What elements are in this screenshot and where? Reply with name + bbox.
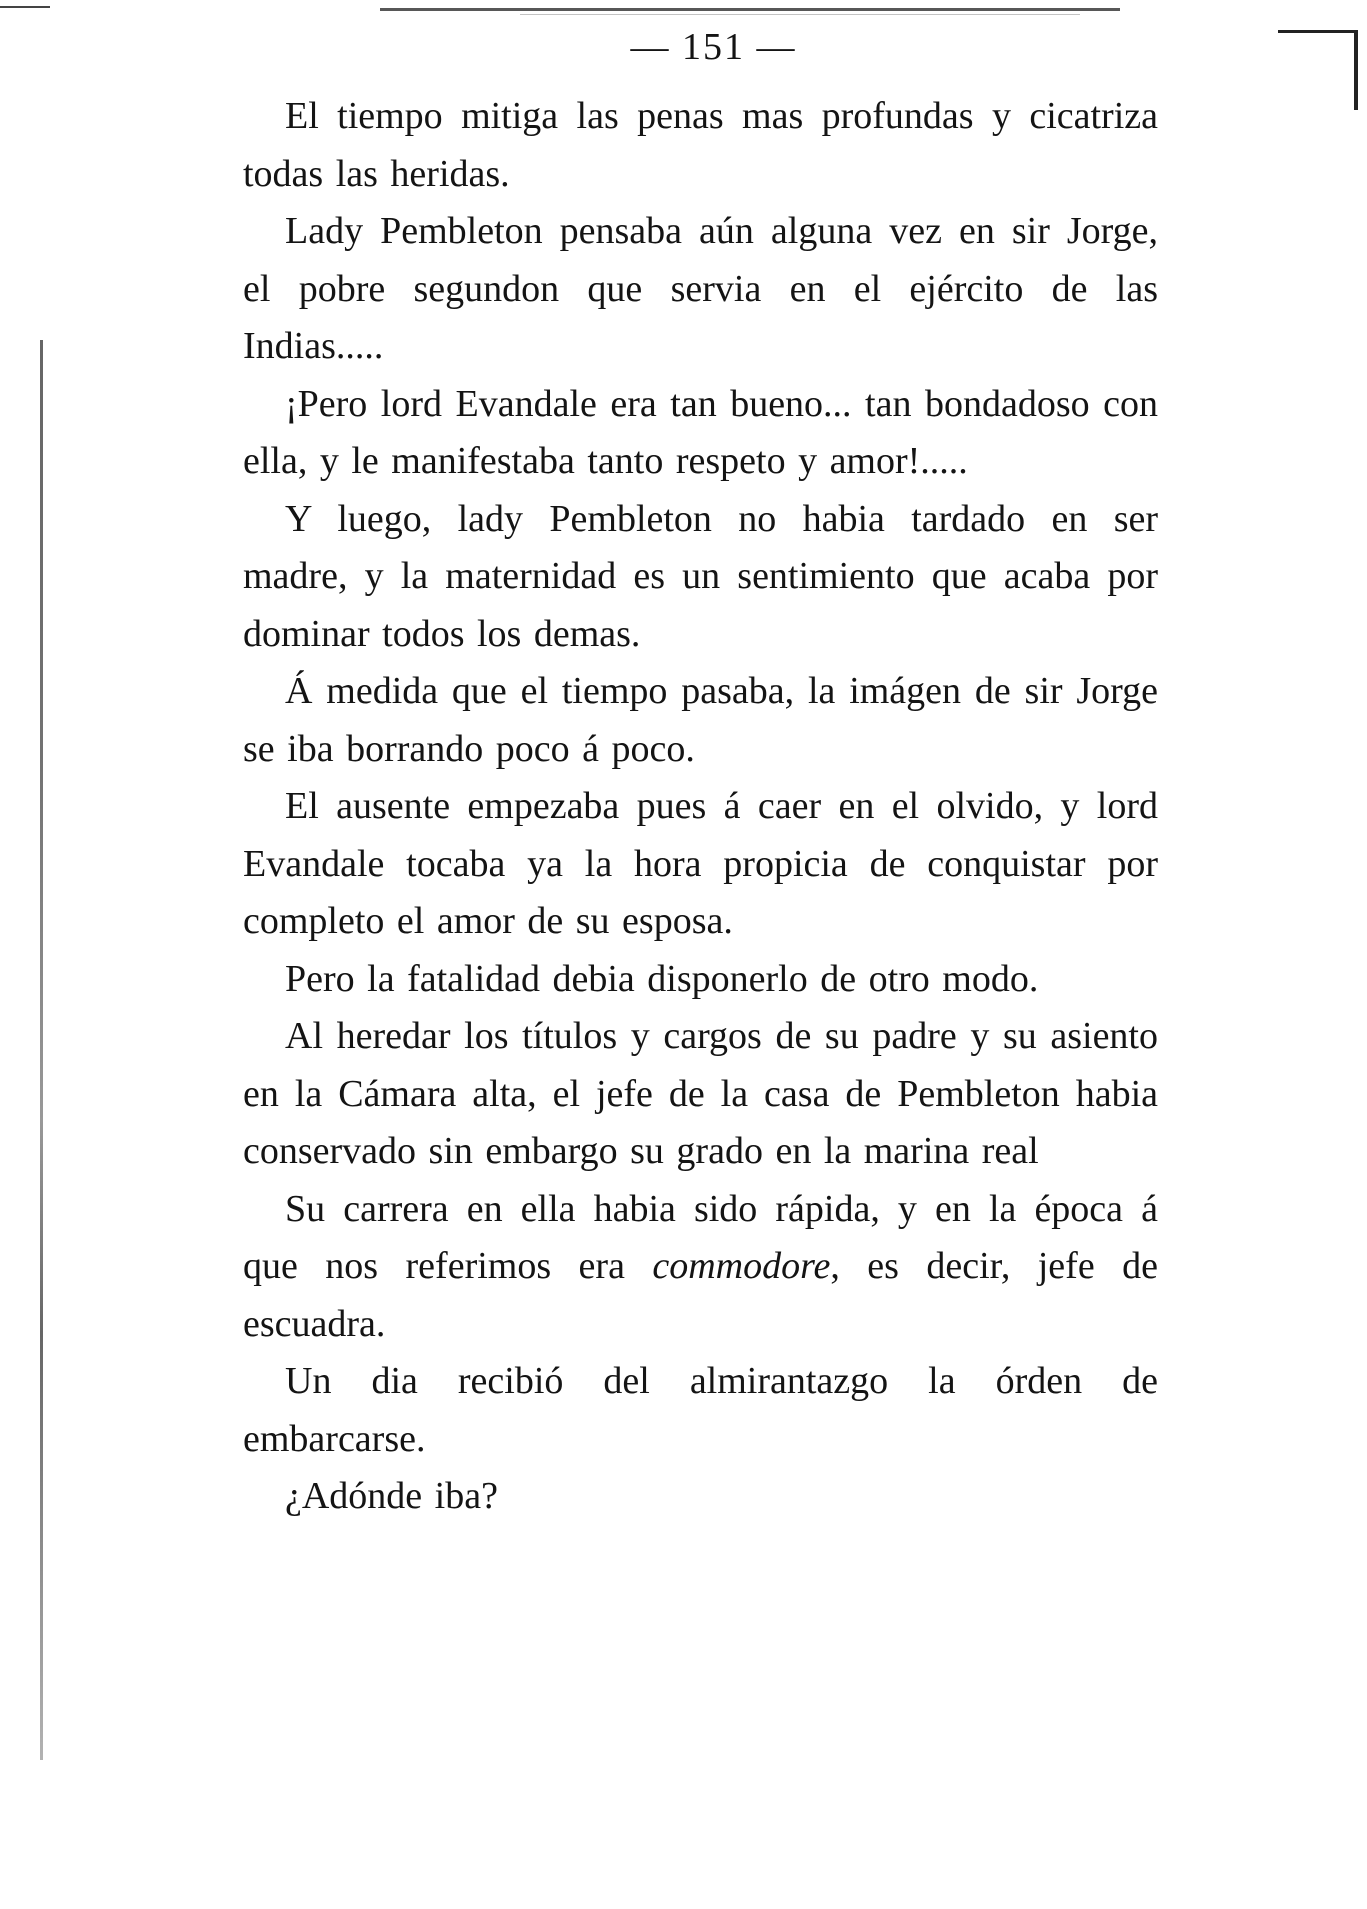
paragraph-9-text-a: Su carrera en ella habia sido rápida, y en la época á que nos referimos era [243, 1187, 1158, 1287]
paragraph-10: Un dia recibió del almirantazgo la órden de embarcarse. [243, 1360, 1158, 1460]
paragraph-1: El tiempo mitiga las penas mas profundas y cicatriza todas las heridas. [243, 95, 1158, 195]
scan-left-edge [40, 340, 43, 1760]
paragraph-9-text-b: , es decir, jefe de escuadra. [243, 1245, 1158, 1345]
paragraph-8: Al heredar los títulos y cargos de su padre y su asiento en la Cámara alta, el jefe de la casa de Pembleton habia conservado sin embargo su grado en la marina real [243, 1015, 1158, 1172]
paragraph-3: ¡Pero lord Evandale era tan bueno... tan bondadoso con ella, y le manifestaba tanto respeto y amor!..... [243, 382, 1158, 482]
paragraph-6: El ausente empezaba pues á caer en el olvido, y lord Evandale tocaba ya la hora propicia de conquistar por completo el amor de su esposa. [243, 785, 1158, 942]
paragraph-9 [243, 1181, 1158, 1354]
paragraph-9-italic-term: commodore [652, 1245, 831, 1287]
scan-top-rule [380, 8, 1120, 11]
paragraph-2: Lady Pembleton pensaba aún alguna vez en sir Jorge, el pobre segundon que servia en el ejército de las Indias..... [243, 210, 1158, 367]
scan-top-rule-faint [520, 14, 1080, 15]
paragraph-11: ¿Adónde iba? [285, 1475, 498, 1517]
page-number: — 151 — [630, 26, 797, 68]
scan-corner-mark [0, 6, 50, 8]
paragraph-7: Pero la fatalidad debia disponerlo de otro modo. [285, 957, 1039, 1000]
body-text [243, 88, 1158, 1526]
paragraph-4: Y luego, lady Pembleton no habia tardado en ser madre, y la maternidad es un sentimiento que acaba por dominar todos los demas. [243, 497, 1158, 655]
paragraph-5: Á medida que el tiempo pasaba, la imágen de sir Jorge se iba borrando poco á poco. [243, 670, 1158, 770]
